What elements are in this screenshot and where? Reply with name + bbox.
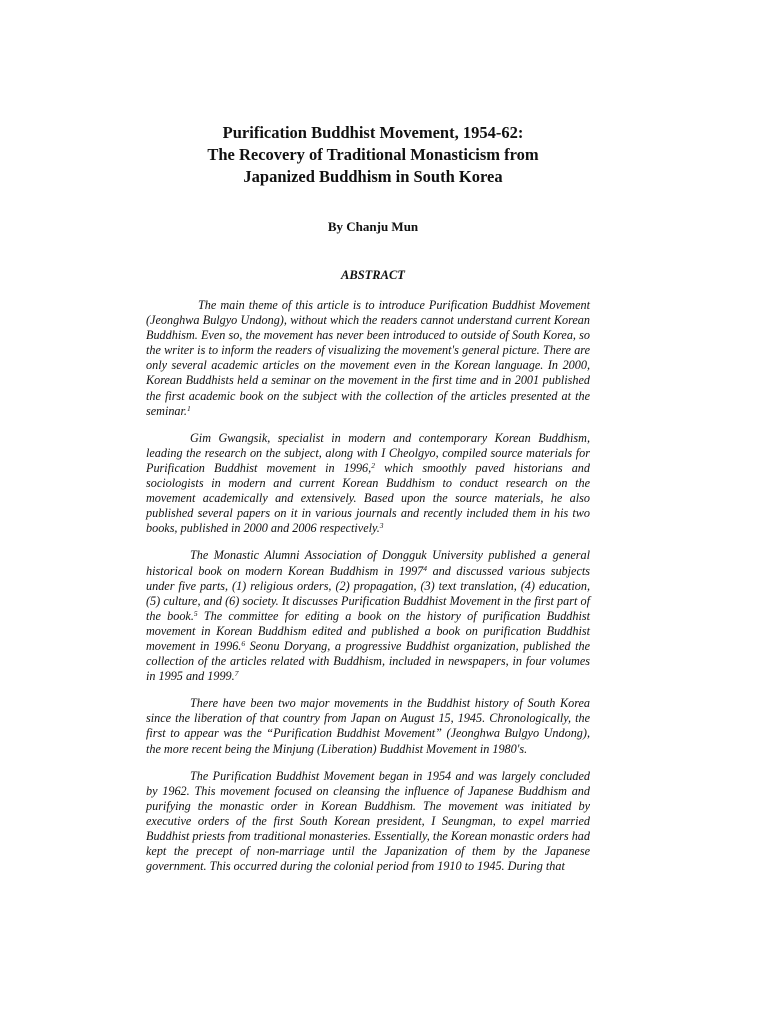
paragraph-5-text: The Purification Buddhist Movement began in 1954 and was largely concluded by 1962. This movement focused on cleansing the influence of Japanese Buddhism and purifying the monastic order in Korean Buddhism. The movement was initiated by executive orders of the first South Korean president, I Seungman, to expel married Buddhist priests from traditional monasteries. Essentially, the Korean monastic orders had kept the precept of non-marriage until the Japanization of them by the Japanese government. This occurred during the colonial period from 1910 to 1945. During that <box>146 768 590 874</box>
paragraph-4 <box>146 696 590 756</box>
footnote-ref-3: 3 <box>379 521 384 531</box>
author-byline: By Chanju Mun <box>327 219 419 234</box>
abstract-body <box>146 298 590 874</box>
title-line-3: Japanized Buddhism in South Korea <box>243 167 503 186</box>
paragraph-2-text-a: Gim Gwangsik, specialist in modern and contemporary Korean Buddhism, leading the research on the subject, along with I Cheolgyo, compiled source materials for Purification Buddhist movement in 1996, <box>146 430 590 475</box>
paper-title <box>146 122 600 188</box>
footnote-ref-6: 6 <box>241 638 246 648</box>
footnote-ref-2: 2 <box>371 460 375 470</box>
paragraph-3-text-a: The Monastic Alumni Association of Dongguk University published a general historical book on modern Korean Buddhism in 1997 <box>146 548 590 578</box>
paragraph-4-text: There have been two major movements in the Buddhist history of South Korea since the liberation of that country from Japan on August 15, 1945. Chronologically, the first to appear was the “Purification Buddhist Movement” (Jeonghwa Bulgyo Undong), the more recent being the Minjung (Liberation) Buddhist Movement in 1980's. <box>146 696 590 756</box>
paragraph-3-text-c: The committee for editing a book on the history of purification Buddhist movement in Korean Buddhism edited and published a book on purification Buddhist movement in 1996. <box>146 608 590 653</box>
footnote-ref-4: 4 <box>423 563 428 573</box>
abstract-heading: ABSTRACT <box>341 268 405 282</box>
footnote-ref-5: 5 <box>193 608 198 618</box>
paragraph-5 <box>146 769 590 875</box>
paragraph-1 <box>146 298 590 419</box>
title-line-1: Purification Buddhist Movement, 1954-62: <box>222 123 524 142</box>
footnote-ref-1: 1 <box>186 403 191 413</box>
paragraph-2 <box>146 431 590 537</box>
title-line-2: The Recovery of Traditional Monasticism from <box>207 145 539 164</box>
footnote-ref-7: 7 <box>234 669 239 679</box>
paragraph-3-text-d: Seonu Doryang, a progressive Buddhist organization, published the collection of the articles related with Buddhism, included in newspapers, in four volumes in 1995 and 1999. <box>146 638 590 684</box>
paragraph-1-text: The main theme of this article is to introduce Purification Buddhist Movement (Jeonghwa Bulgyo Undong), without which the readers cannot understand current Korean Buddhism. Even so, the movement has never been introduced to outside of South Korea, so the writer is to inform the readers of visualizing the movement's general picture. There are only several academic articles on the movement even in the Korean language. In 2000, Korean Buddhists held a seminar on the movement in the first time and in 2001 published the first academic book on the subject with the collection of the articles presented at the seminar. <box>146 298 590 418</box>
paragraph-3-text-b: and discussed various subjects under five parts, (1) religious orders, (2) propagation, (3) text translation, (4) education, (5) culture, and (6) society. It discusses Purification Buddhist Movement in the first part of the book. <box>146 563 590 623</box>
paragraph-3 <box>146 548 590 684</box>
paragraph-2-text-b: which smoothly paved historians and sociologists in modern and current Korean Buddhism to conduct research on the movement academically and extensively. Based upon the source materials, he also published several papers on it in various journals and recently included them in his two books, published in 2000 and 2006 respectively. <box>146 460 590 536</box>
